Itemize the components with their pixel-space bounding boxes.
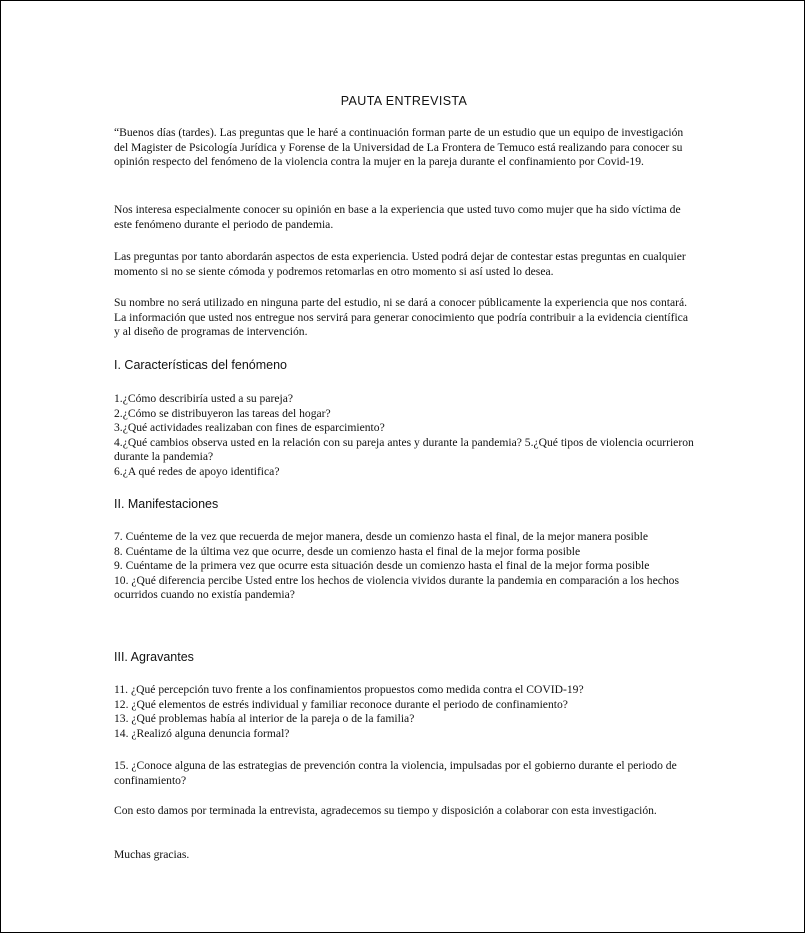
section-heading-3: III. Agravantes: [114, 650, 194, 664]
question-item: 12. ¿Qué elementos de estrés individual y familiar reconoce durante el periodo de confinamiento?: [114, 697, 568, 711]
question-item: 8. Cuéntame de la última vez que ocurre, desde un comienzo hasta el final de la mejor forma posible: [114, 544, 581, 558]
question-item: 4.¿Qué cambios observa usted en la relación con su pareja antes y durante la pandemia? 5.¿Qué tipos de violencia ocurrieron durante la pandemia?: [114, 435, 694, 464]
question-item: 7. Cuénteme de la vez que recuerda de mejor manera, desde un comienzo hasta el final, de la mejor manera posible: [114, 530, 649, 543]
question-item: 11. ¿Qué percepción tuvo frente a los confinamientos propuestos como medida contra el COVID-19?: [114, 683, 584, 696]
intro-paragraph-2: Nos interesa especialmente conocer su opinión en base a la experiencia que usted tuvo como mujer que ha sido víctima de este fenómeno durante el periodo de pandemia.: [114, 203, 681, 231]
intro-paragraph-4: Su nombre no será utilizado en ninguna parte del estudio, ni se dará a conocer públicamente la experiencia que nos contará. La información que usted nos entregue nos servirá para generar conocimiento que podría contribuir a la evidencia científica y al diseño de programas de intervención.: [114, 296, 688, 339]
thanks-line: Muchas gracias.: [114, 848, 190, 861]
section-2-questions: [114, 530, 694, 603]
question-item: 3.¿Qué actividades realizaban con fines de esparcimiento?: [114, 421, 385, 435]
question-item: 2.¿Cómo se distribuyeron las tareas del hogar?: [114, 406, 331, 420]
section-heading-1: I. Características del fenómeno: [114, 358, 287, 372]
question-item: 9. Cuéntame de la primera vez que ocurre esta situación desde un comienzo hasta el final de la mejor forma posible: [114, 559, 650, 573]
question-item: 13. ¿Qué problemas había al interior de la pareja o de la familia?: [114, 712, 415, 726]
question-item: 6.¿A qué redes de apoyo identifica?: [114, 464, 280, 478]
intro-paragraph-3: Las preguntas por tanto abordarán aspectos de esta experiencia. Usted podrá dejar de contestar estas preguntas en cualquier momento si no se siente cómoda y podremos retomarlas en otro momento si así usted lo desea.: [114, 250, 686, 278]
question-item: 10. ¿Qué diferencia percibe Usted entre los hechos de violencia vividos durante la pandemia en comparación a los hechos ocurridos cuando no existía pandemia?: [114, 573, 679, 602]
closing-paragraph: Con esto damos por terminada la entrevista, agradecemos su tiempo y disposición a colaborar con esta investigación.: [114, 804, 657, 817]
intro-paragraph-1: “Buenos días (tardes). Las preguntas que le haré a continuación forman parte de un estudio que un equipo de investigación del Magister de Psicología Jurídica y Forense de la Universidad de La Frontera de Temuco está realizando para conocer su opinión respecto del fenómeno de la violencia contra la mujer en la pareja durante el confinamiento por Covid-19.: [114, 126, 684, 169]
question-item: 14. ¿Realizó alguna denuncia formal?: [114, 726, 290, 740]
section-heading-2: II. Manifestaciones: [114, 497, 219, 511]
question-15: 15. ¿Conoce alguna de las estrategias de prevención contra la violencia, impulsadas por el gobierno durante el periodo de confinamiento?: [114, 759, 677, 787]
section-1-questions: [114, 392, 694, 480]
section-3-questions: [114, 683, 694, 741]
question-item: 1.¿Cómo describiría usted a su pareja?: [114, 392, 293, 405]
page-title: PAUTA ENTREVISTA: [340, 94, 468, 108]
